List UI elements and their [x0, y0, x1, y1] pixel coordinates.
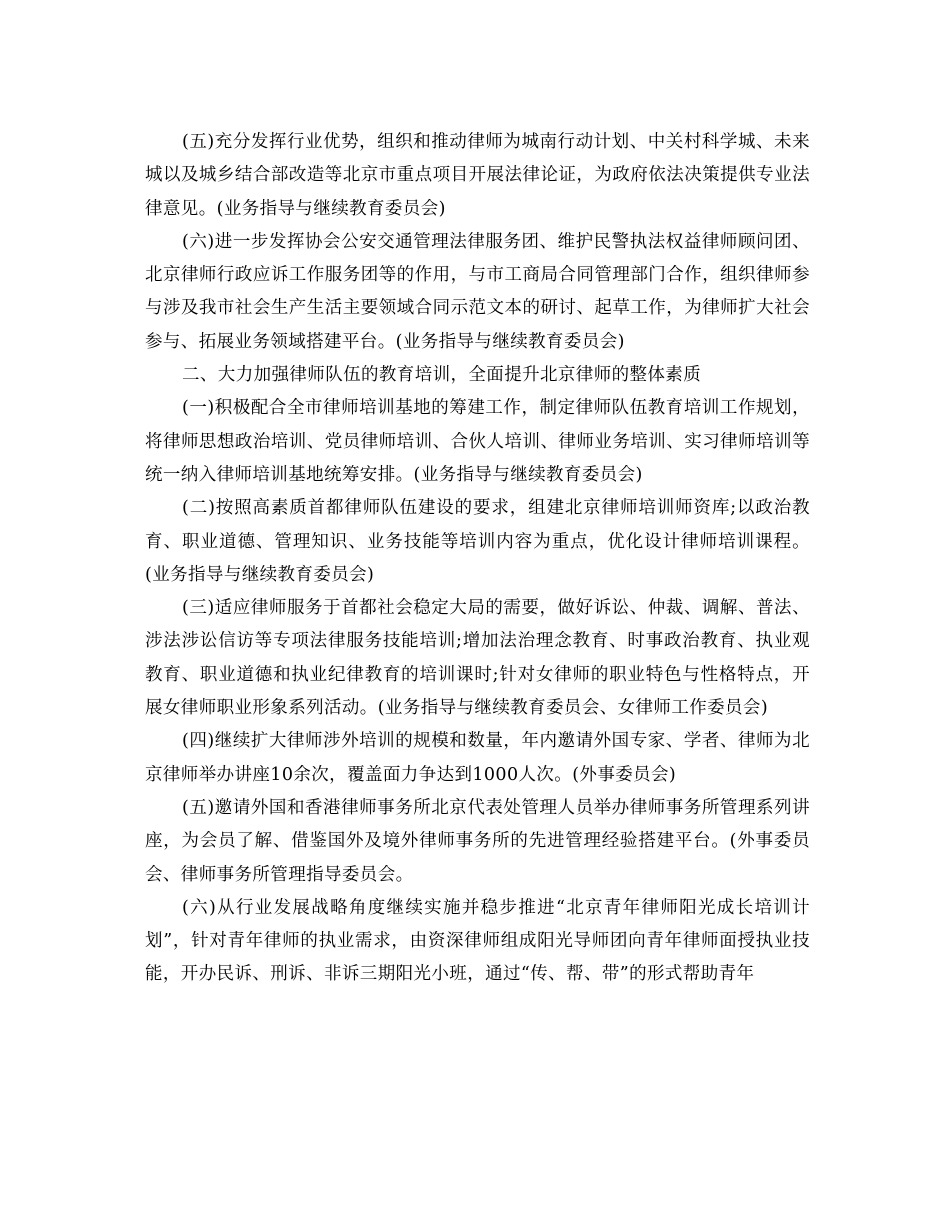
- paragraph-section-2-item-1: (一)积极配合全市律师培训基地的筹建工作，制定律师队伍教育培训工作规划，将律师思想政治培训、党员律师培训、合伙人培训、律师业务培训、实习律师培训等统一纳入律师培训基地统筹安排。(业务指导与继续教育委员会): [145, 398, 810, 485]
- paragraph-section-2-item-3: (三)适应律师服务于首都社会稳定大局的需要，做好诉讼、仲裁、调解、普法、涉法涉讼信访等专项法律服务技能培训;增加法治理念教育、时事政治教育、执业观教育、职业道德和执业纪律教育的培训课时;针对女律师的职业特色与性格特点，开展女律师职业形象系列活动。(业务指导与继续教育委员会、女律师工作委员会): [145, 598, 810, 719]
- paragraph-section-2-item-6: (六)从行业发展战略角度继续实施并稳步推进“北京青年律师阳光成长培训计划”，针对青年律师的执业需求，由资深律师组成阳光导师团向青年律师面授执业技能，开办民诉、刑诉、非诉三期阳光小班，通过“传、帮、带”的形式帮助青年: [145, 897, 810, 985]
- paragraph-section-1-item-6: (六)进一步发挥协会公安交通管理法律服务团、维护民警执法权益律师顾问团、北京律师行政应诉工作服务团等的作用，与市工商局合同管理部门合作，组织律师参与涉及我市社会生产生活主要领域合同示范文本的研讨、起草工作，为律师扩大社会参与、拓展业务领域搭建平台。(业务指导与继续教育委员会): [145, 231, 810, 352]
- paragraph-section-2-item-2: (二)按照高素质首都律师队伍建设的要求，组建北京律师培训师资库;以政治教育、职业道德、管理知识、业务技能等培训内容为重点，优化设计律师培训课程。(业务指导与继续教育委员会): [145, 498, 810, 585]
- section-heading-2: 二、大力加强律师队伍的教育培训，全面提升北京律师的整体素质: [182, 365, 702, 386]
- paragraph-section-1-item-5: (五)充分发挥行业优势，组织和推动律师为城南行动计划、中关村科学城、未来城以及城乡结合部改造等北京市重点项目开展法律论证，为政府依法决策提供专业法律意见。(业务指导与继续教育委员会): [145, 132, 810, 219]
- paragraph-section-2-item-4: (四)继续扩大律师涉外培训的规模和数量，年内邀请外国专家、学者、律师为北京律师举办讲座10余次，覆盖面力争达到1000人次。(外事委员会): [145, 731, 810, 785]
- document-body: [145, 126, 810, 992]
- paragraph-section-2-item-5: (五)邀请外国和香港律师事务所北京代表处管理人员举办律师事务所管理系列讲座，为会员了解、借鉴国外及境外律师事务所的先进管理经验搭建平台。(外事委员会、律师事务所管理指导委员会。: [145, 797, 810, 885]
